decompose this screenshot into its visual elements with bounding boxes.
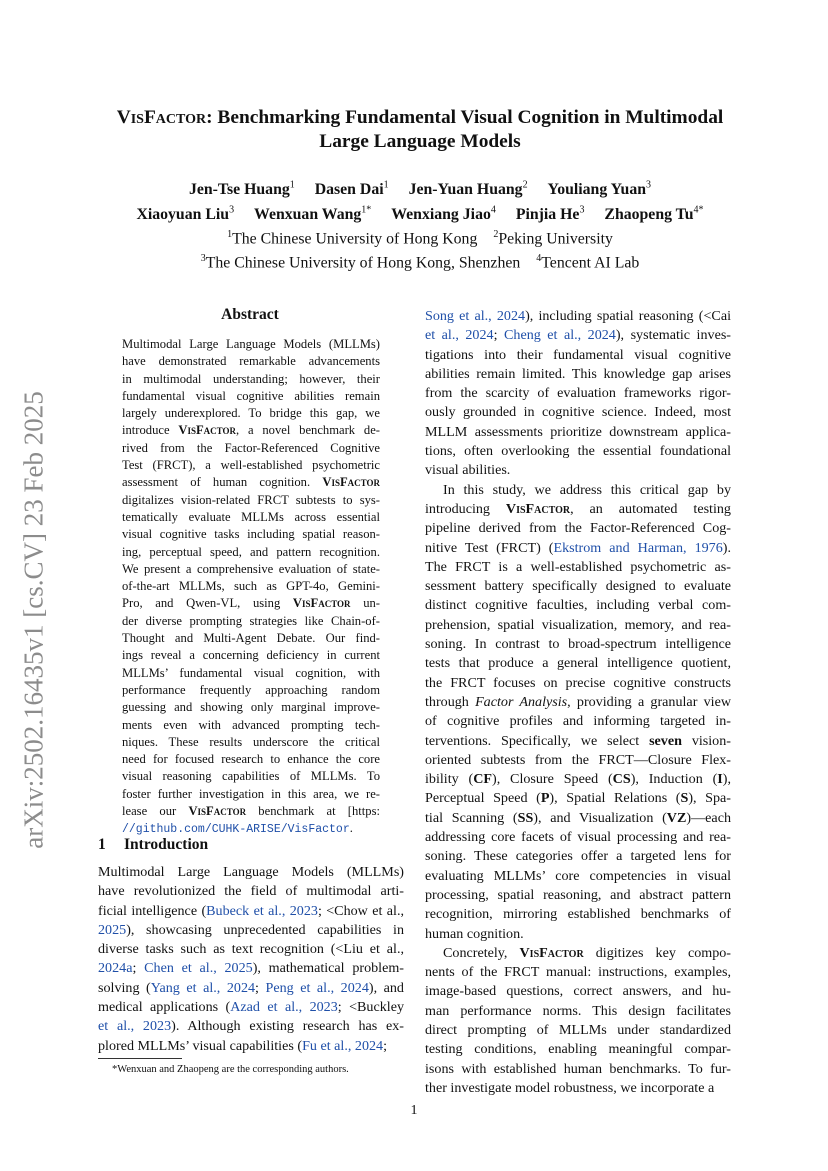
author: Xiaoyuan Liu$^3$: [136, 204, 235, 223]
citation-link[interactable]: 2024a: [98, 960, 133, 977]
text-line: et al., 2024; Cheng et al., 2024), systematic inves-: [425, 327, 731, 344]
citation-link[interactable]: Fu et al., 2024: [302, 1037, 384, 1054]
text-line: rived from the Factor-Referenced Cognitive: [122, 440, 380, 455]
footnote-rule: [98, 1058, 182, 1059]
benchmark-name: VisFactor: [188, 804, 247, 819]
arxiv-stamp-text: arXiv:2502.16435v1 [cs.CV] 23 Feb 2025: [18, 391, 49, 849]
text-line: MLLMs’ fundamental visual cognition, with: [122, 665, 380, 680]
intro-body: [98, 863, 404, 1056]
text-line: medical applications (Azad et al., 2023; <Buckley: [98, 999, 404, 1016]
text-line: introducing VisFactor, an automated testing: [425, 500, 731, 517]
citation-link[interactable]: Peng et al., 2024: [265, 979, 369, 996]
title-benchmark-name: VisFactor: [116, 107, 207, 128]
abstract-heading: Abstract: [221, 306, 279, 323]
affiliation-row-1: $^1$The Chinese University of Hong Kong $^2$Peking University: [227, 228, 613, 247]
text-line: oriented subtests from the FRCT—Closure Flex-: [425, 751, 731, 768]
citation-link[interactable]: Chen et al., 2025: [144, 960, 253, 977]
citation-link[interactable]: Song et al., 2024: [425, 308, 526, 324]
benchmark-name: VisFactor: [292, 596, 351, 611]
text-line: The FRCT is a well-established psychometric as-: [425, 558, 731, 575]
citation-link[interactable]: Ekstrom and Harman, 1976: [553, 539, 723, 556]
text-line: MLLM assessments prioritize downstream applica-: [425, 423, 731, 440]
text-line: prehension, spatial visualization, memory, and rea-: [425, 616, 731, 633]
text-line: ments even with advanced prompting tech-: [122, 717, 380, 732]
text-line: Concretely, VisFactor digitizes key compo-: [443, 944, 731, 961]
bold-text: S: [680, 790, 689, 807]
text-line: Test (FRCT), a well-established psychometric: [122, 458, 380, 473]
benchmark-name: VisFactor: [505, 500, 571, 517]
citation-link[interactable]: Bubeck et al., 2023: [206, 902, 318, 919]
italic-text: Factor Analysis: [475, 693, 568, 710]
bold-text: VZ: [666, 809, 687, 826]
text-line: soning. These categories offer a targeted lens for: [425, 848, 731, 865]
text-line: abilities remain limited. This knowledge gap arises: [425, 365, 731, 382]
text-line: diverse tasks such as text recognition (<Liu et al.,: [98, 941, 404, 958]
section-title: Introduction: [124, 836, 209, 853]
text-line: foster further investigation in this area, we re-: [122, 786, 380, 801]
citation-link[interactable]: 2025: [98, 921, 127, 938]
citation-link[interactable]: Azad et al., 2023: [230, 999, 338, 1016]
text-line: nitive Test (FRCT) (Ekstrom and Harman, 1976).: [425, 539, 731, 556]
text-line: ibility (CF), Closure Speed (CS), Induction (I),: [425, 771, 731, 788]
text-line: nents of the FRCT manual: instructions, examples,: [425, 964, 731, 981]
author: Wenxuan Wang$^{1*}$: [254, 204, 372, 223]
text-line: Song et al., 2024), including spatial reasoning (<Cai: [425, 308, 731, 324]
text-line: et al., 2023). Although existing research has ex-: [98, 1018, 404, 1035]
citation-link[interactable]: et al., 2024: [425, 327, 494, 344]
author: Wenxiang Jiao$^4$: [391, 204, 496, 223]
arxiv-stamp: [14, 360, 54, 880]
text-line: recognition, mirroring established benchmarks of: [425, 906, 731, 923]
text-line: 2025), showcasing unprecedented capabilities in: [98, 921, 404, 938]
page-number: 1: [410, 1103, 418, 1118]
text-line: niques. These results underscore the critical: [122, 734, 380, 749]
benchmark-name: VisFactor: [322, 475, 380, 490]
right-column: [425, 307, 731, 1098]
text-line: performance frequently approaching random: [122, 682, 380, 697]
text-line: soning. In contrast to broad-spectrum intelligence: [425, 636, 731, 653]
text-line: der diverse prompting strategies like Chain-of-: [122, 613, 380, 628]
citation-link[interactable]: et al., 2023: [98, 1018, 172, 1035]
bold-text: CS: [612, 771, 631, 788]
author: Jen-Yuan Huang$^2$: [408, 180, 528, 199]
benchmark-name: VisFactor: [519, 944, 584, 961]
text-line: processing, spatial reasoning, and abstract pattern: [425, 886, 731, 903]
text-line: Multimodal Large Language Models (MLLMs): [98, 864, 404, 880]
paragraph: [425, 307, 731, 481]
text-line: tions, often overlooking the essential foundational: [425, 443, 731, 460]
author: Youliang Yuan$^3$: [547, 180, 652, 199]
text-line: need for focused research to enhance the core: [122, 752, 380, 767]
paper-title: [90, 106, 750, 154]
author: Zhaopeng $Tu^{4*}$: [604, 204, 704, 223]
text-line: visual abilities.: [425, 462, 511, 479]
affiliation: The Chinese University of Hong Kong, Shenzhen: [205, 254, 521, 272]
paragraph: [425, 944, 731, 1098]
text-line: direct prompting of MLLMs under standardized: [425, 1021, 731, 1038]
text-line: //github.com/CUHK-ARISE/VisFactor.: [122, 821, 353, 837]
benchmark-name: VisFactor: [178, 423, 237, 438]
text-line: sessment battery specifically designed to evaluate: [425, 578, 731, 595]
text-line: tematically evaluate MLLMs across essential: [122, 509, 380, 524]
affiliation: The Chinese University of Hong Kong: [232, 229, 478, 247]
section-number: 1: [98, 836, 106, 853]
bold-text: I: [717, 771, 723, 788]
text-line: human cognition.: [425, 925, 524, 942]
footnote: *Wenxuan and Zhaopeng are the corresponding authors.: [112, 1064, 349, 1075]
section-heading: [98, 836, 208, 854]
author-block: [80, 176, 760, 273]
text-line: Pro, and Qwen-VL, using VisFactor un-: [122, 596, 380, 611]
bold-text: P: [540, 790, 550, 807]
text-line: have demonstrated remarkable advancements: [122, 354, 380, 369]
text-line: introduce VisFactor, a novel benchmark de-: [122, 423, 380, 438]
author-row-2: [80, 200, 760, 224]
text-line: Multimodal Large Language Models (MLLMs): [122, 337, 380, 351]
text-line: ficial intelligence (Bubeck et al., 2023; <Chow et al.,: [98, 902, 404, 919]
text-line: have revolutionized the field of multimodal arti-: [98, 883, 404, 900]
text-line: Perceptual Speed (P), Spatial Relations (S), Spa-: [425, 790, 731, 807]
author: Jen-Tse Huang$^1$: [188, 180, 295, 199]
title-line2: Large Language Models: [319, 131, 521, 152]
text-line: In this study, we address this critical gap by: [443, 481, 731, 498]
text-line: guessing and showing only marginal improve-: [122, 700, 380, 715]
text-line: largely underexplored. To bridge this gap, we: [122, 406, 380, 421]
text-line: tests that produce a general intelligence quotient,: [425, 655, 731, 672]
bold-text: seven: [649, 732, 682, 749]
title-line1: : Benchmarking Fundamental Visual Cognition in Multimodal: [206, 107, 724, 128]
affiliation: Peking University: [498, 229, 613, 247]
author: Dasen Dai$^1$: [314, 180, 389, 199]
text-line: of cognitive profiles and informing targeted in-: [425, 713, 731, 730]
text-line: in multimodal understanding; however, their: [122, 371, 380, 386]
text-line: terventions. Specifically, we select seven vision-: [425, 732, 731, 749]
text-line: isons with established human benchmarks. To fur-: [425, 1060, 731, 1077]
text-line: tial Scanning (SS), and Visualization (VZ)—each: [425, 809, 731, 826]
text-line: through Factor Analysis, providing a granular view: [425, 693, 731, 710]
text-line: testing conditions, enabling meaningful compar-: [425, 1041, 731, 1058]
text-line: We present a comprehensive evaluation of state-: [122, 561, 380, 576]
text-line: ther investigate model robustness, we incorporate a: [425, 1079, 715, 1096]
affiliation-row-2: $^3$The Chinese University of Hong Kong, Shenzhen $^4$Tencent AI Lab: [200, 252, 640, 272]
text-line: distinct cognitive faculties, including verbal com-: [425, 597, 731, 614]
text-line: digitalizes vision-related FRCT subtests to sys-: [122, 492, 380, 507]
text-line: visual cognitive tasks including spatial reason-: [122, 527, 380, 542]
text-line: fundamental visual cognitive abilities remain: [122, 388, 380, 403]
text-line: plored MLLMs’ visual capabilities (Fu et al., 2024;: [98, 1037, 388, 1054]
url-link[interactable]: //github.com/CUHK-ARISE/VisFactor: [122, 823, 350, 837]
text-line: ings reveal a concerning deficiency in current: [122, 648, 380, 663]
text-line: visual reasoning capabilities of MLLMs. To: [122, 769, 380, 784]
abstract-body: [122, 336, 380, 839]
author: Pinjia He$^3$: [515, 204, 585, 223]
citation-link[interactable]: Yang et al., 2024: [150, 979, 256, 996]
bold-text: SS: [517, 809, 534, 826]
text-line: lease our VisFactor benchmark at [https:: [122, 804, 380, 819]
paragraph: [425, 481, 731, 944]
text-line: man performance norms. This design facilitates: [425, 1002, 731, 1019]
text-line: tigations into their fundamental visual cognitive: [425, 346, 731, 363]
text-line: pipeline derived from the Factor-Referenced Cog-: [425, 520, 731, 537]
author-row-1: [80, 176, 760, 200]
text-line: of-the-art MLLMs, such as GPT-4o, Gemini-: [122, 579, 380, 594]
text-line: Thought and Multi-Agent Debate. Our find-: [122, 631, 380, 646]
citation-link[interactable]: Cheng et al., 2024: [504, 327, 616, 344]
text-line: ing, perceptual speed, and pattern recognition.: [122, 544, 380, 559]
text-line: 2024a; Chen et al., 2025), mathematical problem-: [98, 960, 404, 977]
text-line: ously grounded in cognitive science. Indeed, most: [425, 404, 731, 421]
text-line: solving (Yang et al., 2024; Peng et al., 2024), and: [98, 979, 404, 996]
text-line: assessment of human cognition. VisFactor: [122, 475, 380, 490]
text-line: from the scarcity of evaluation frameworks rigor-: [425, 385, 731, 402]
text-line: addressing core facets of visual processing and rea-: [425, 829, 731, 846]
bold-text: CF: [473, 771, 492, 788]
affiliation: Tencent AI Lab: [541, 254, 640, 272]
text-line: evaluating MLLMs’ core competencies in visual: [425, 867, 731, 884]
text-line: image-based questions, correct answers, and hu-: [425, 983, 731, 1000]
text-line: the FRCT focuses on precise cognitive constructs: [425, 674, 731, 691]
